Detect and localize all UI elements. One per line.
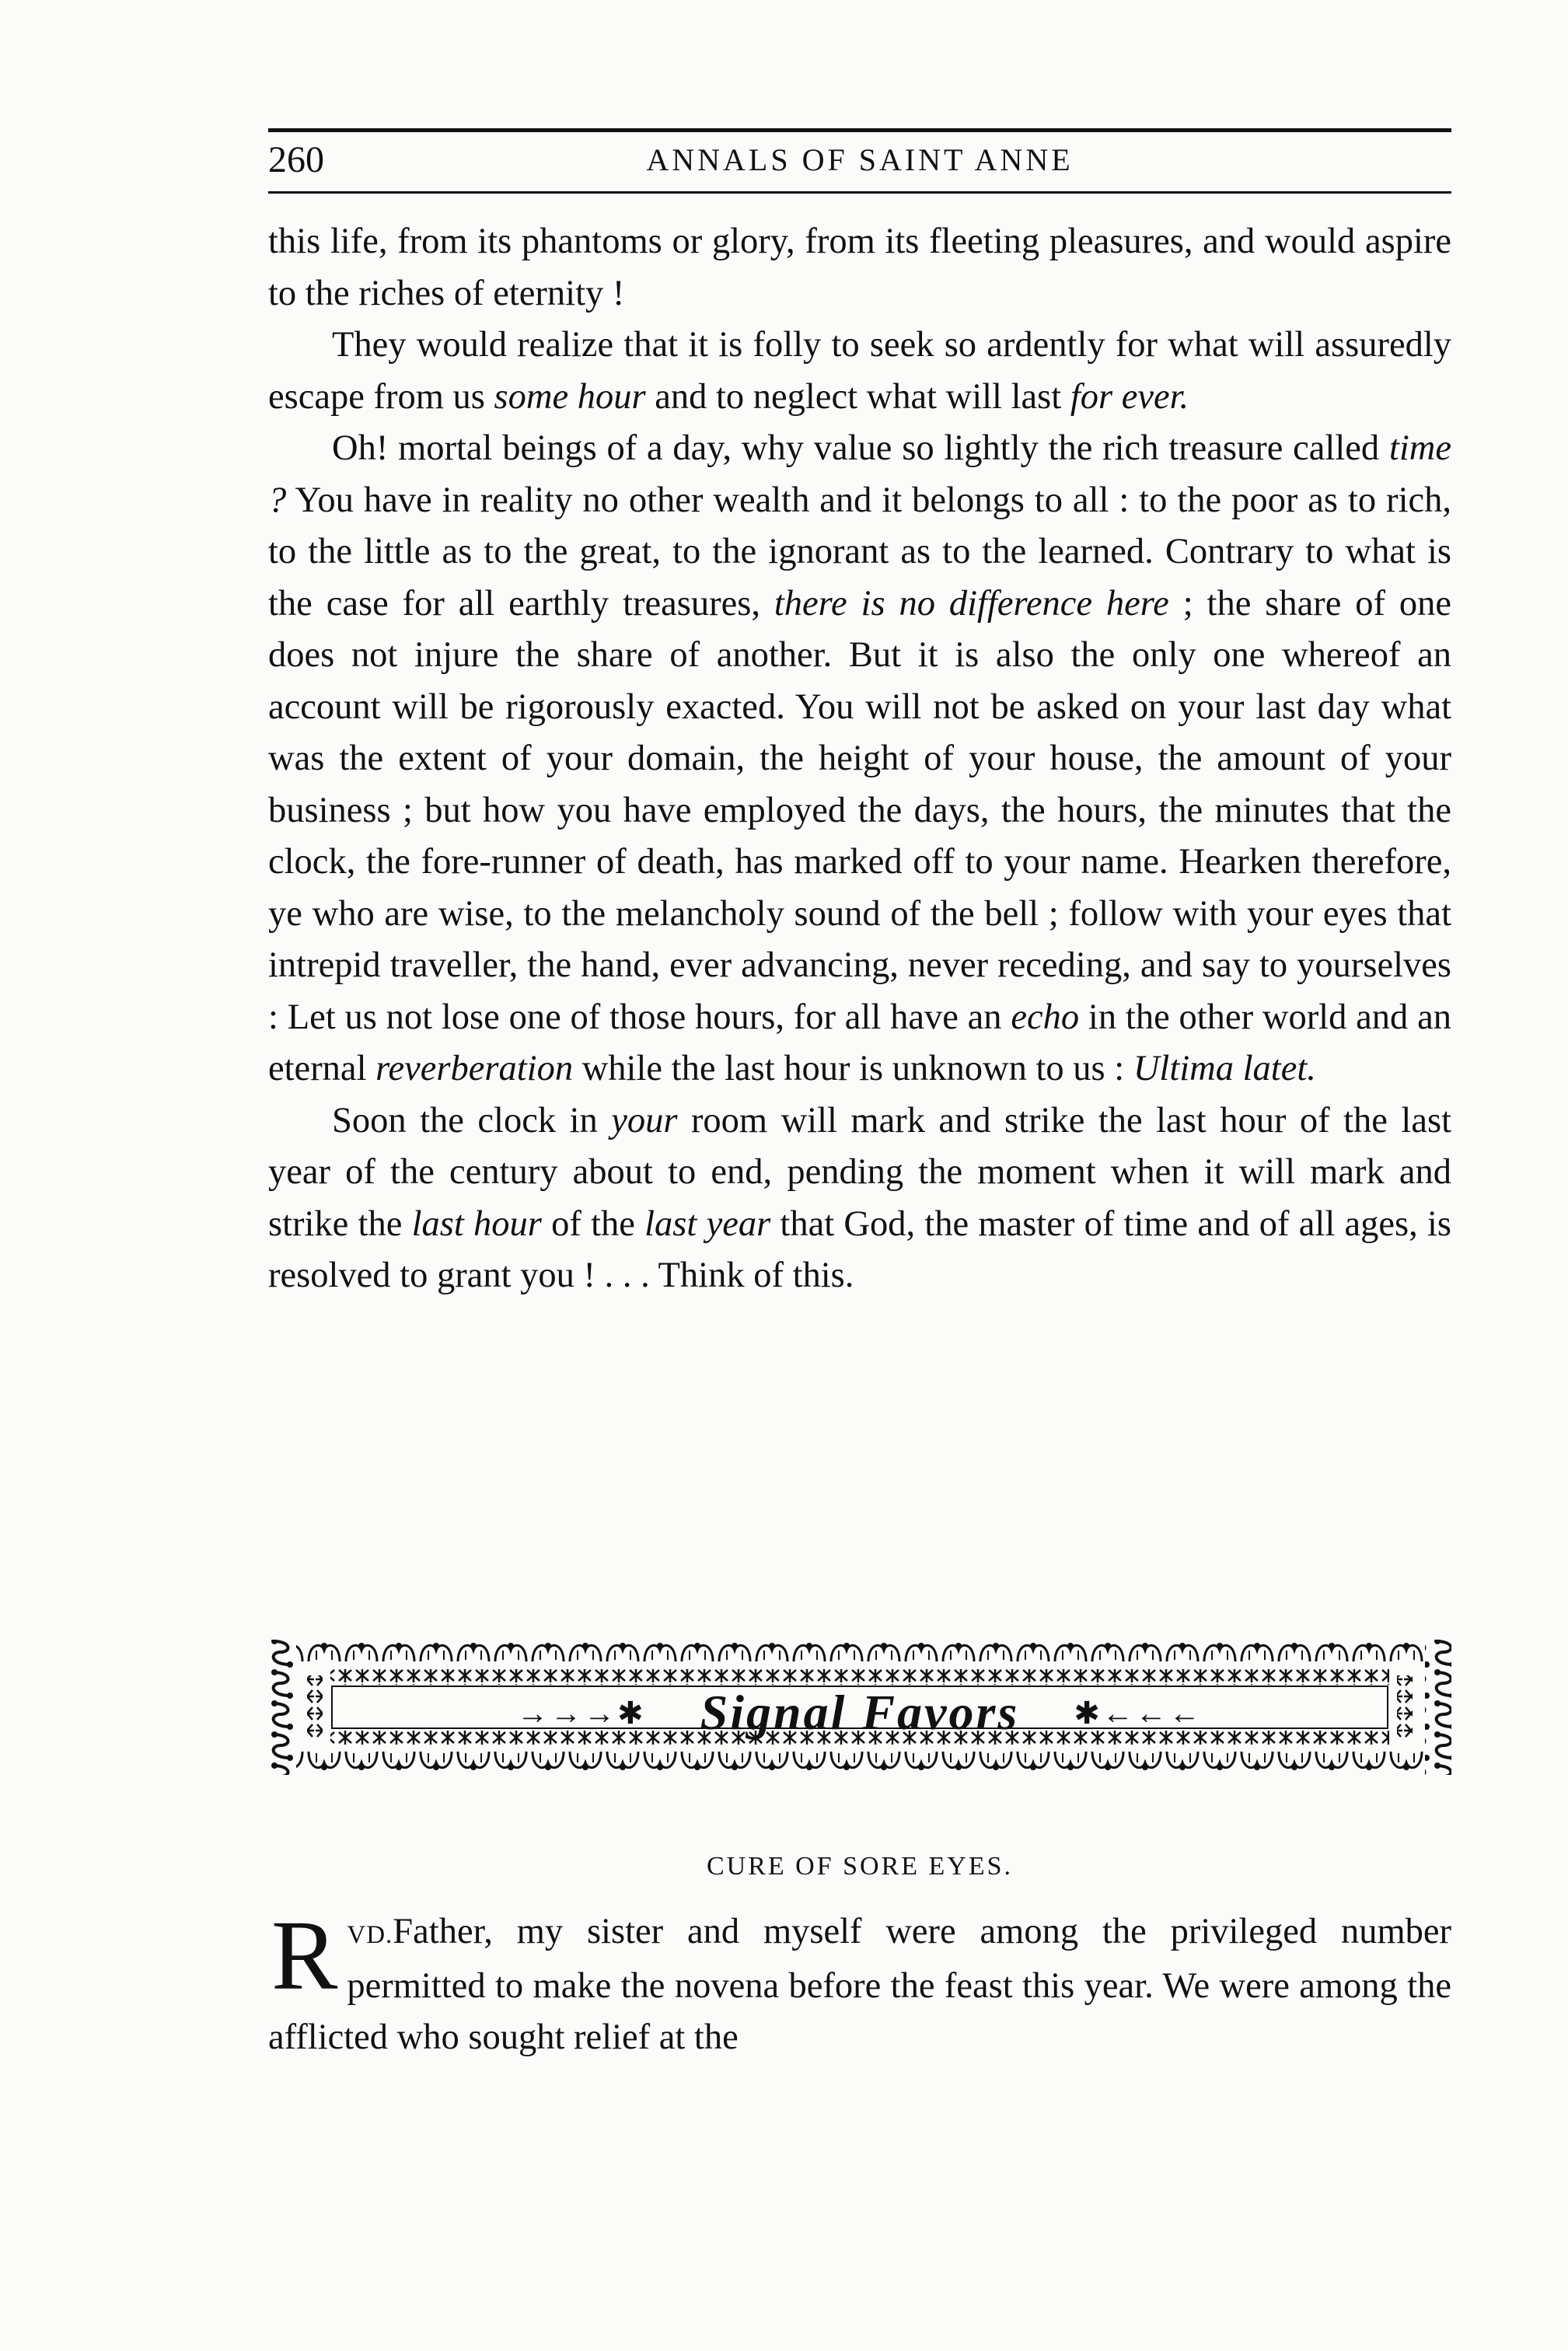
p4-text-d: that God, the master of time and of all ages, is resolved to grant you ! . . . Think of this. xyxy=(268,1203,1451,1295)
p4-text-c: of the xyxy=(541,1203,645,1244)
paragraph-4 xyxy=(268,1095,1451,1302)
section-title: CURE OF SORE EYES. xyxy=(706,1852,1014,1881)
p2-italic-for-ever: for ever. xyxy=(1070,376,1189,417)
p1-text: this life, from its phantoms or glory, from its fleeting pleasures, and would aspire to the riches of eternity ! xyxy=(268,222,1451,313)
page-header xyxy=(268,138,1451,188)
p3-text-b: You have in reality no other wealth and it belongs to all : to the poor as to rich, to the little as to the great, to the ignorant as to the learned. Contrary to what is the case for all earthly treasures, xyxy=(268,480,1451,624)
p3-text-c: ; the share of one does not injure the share of another. But it is also the only one whereof an account will be rigorously exacted. You will not be asked on your last day what was the extent of your domain, the height of your house, the amount of your business ; but how you have employed the days, the hours, the minutes that the clock, the fore-runner of death, has marked off to your name. Hearken therefore, ye who are wise, to the melancholy sound of the bell ; follow with your eyes that intrepid traveller, the hand, ever advancing, never receding, and say to yourselves : Let us not lose one of those hours, for all have an xyxy=(268,583,1451,1037)
p3-text-e: while the last hour is unknown to us : xyxy=(573,1049,1133,1088)
paragraph-3 xyxy=(268,423,1451,1095)
left-arrows-icon: →→→✱ xyxy=(517,1695,646,1731)
p4-text-a: Soon the clock in xyxy=(332,1100,612,1141)
p2-text-a: They would realize that it is folly to seek so ardently for what will assuredly escape from us xyxy=(268,325,1451,417)
page-number: 260 xyxy=(268,139,324,180)
smallcaps-abbrev: VD. xyxy=(347,1921,393,1949)
header-top-rule xyxy=(268,128,1451,132)
p2-italic-some-hour: some hour xyxy=(494,376,646,417)
body-text xyxy=(268,216,1451,1302)
right-arrows-icon: ✱←←← xyxy=(1074,1695,1203,1731)
p3-italic-time: time ? xyxy=(268,428,1451,520)
signal-favors-title-row xyxy=(268,1637,1451,1778)
p3-italic-no-difference: there is no difference here xyxy=(774,583,1169,624)
p4-italic-your: your xyxy=(611,1100,678,1141)
ornamental-banner xyxy=(268,1637,1451,1778)
p3-text-d: in the other world and an eternal xyxy=(268,997,1451,1088)
p3-italic-reverberation: reverberation xyxy=(375,1049,574,1088)
paragraph-2 xyxy=(268,320,1451,423)
paragraph-1 xyxy=(268,216,1451,320)
p3-text-a: Oh! mortal beings of a day, why value so lightly the rich treasure called xyxy=(332,428,1389,468)
p4-text-b: room will mark and strike the last hour of the last year of the century about to end, pending the moment when it will mark and strike the xyxy=(268,1100,1451,1244)
p4-italic-last-year: last year xyxy=(644,1203,771,1244)
letter-body: Father, my sister and myself were among the privileged number permitted to make the novena before the feast this year. We were among the afflicted who sought relief at the xyxy=(268,1912,1451,2057)
letter-text xyxy=(268,1900,1451,2063)
header-bottom-rule xyxy=(268,191,1451,194)
running-head: ANNALS OF SAINT ANNE xyxy=(646,142,1074,177)
p2-text-b: and to neglect what will last xyxy=(645,376,1070,417)
p3-italic-ultima-latet: Ultima latet. xyxy=(1133,1049,1316,1088)
signal-favors-title: Signal Favors xyxy=(700,1685,1020,1740)
p3-italic-echo: echo xyxy=(1011,997,1080,1037)
drop-cap: R xyxy=(271,1900,338,2010)
p4-italic-last-hour: last hour xyxy=(411,1203,542,1244)
